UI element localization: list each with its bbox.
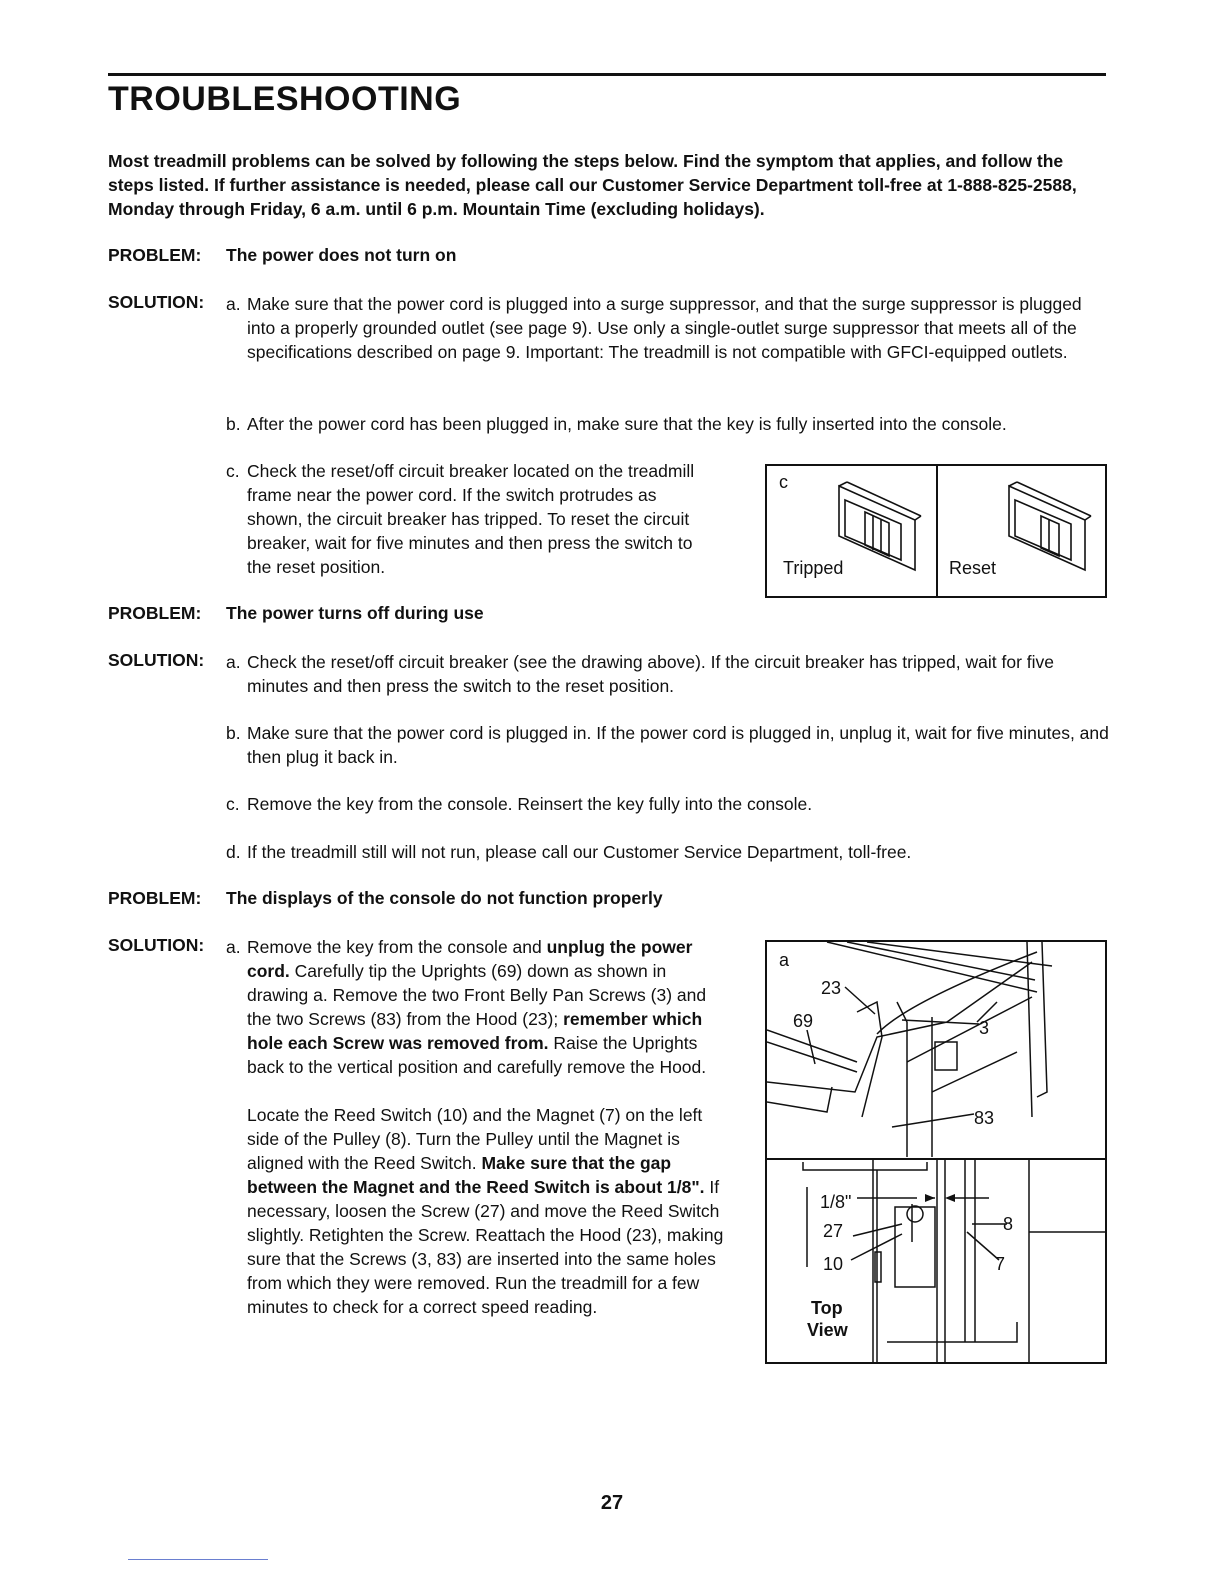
figure-divider xyxy=(936,466,938,596)
item-text: Check the reset/off circuit breaker located on the treadmill frame near the power cord. If the switch protrudes as shown, the circuit breaker has tripped. To reset the circuit breaker, wait for five minutes and then press the switch to the reset position. xyxy=(247,461,695,577)
circuit-breaker-figure xyxy=(765,464,1107,598)
list-item xyxy=(226,935,726,1319)
reed-switch-figure xyxy=(765,940,1107,1364)
problem-label: PROBLEM: xyxy=(108,888,202,908)
list-item xyxy=(226,459,716,579)
callout-27: 27 xyxy=(823,1221,844,1241)
callout-10: 10 xyxy=(823,1254,844,1274)
item-letter: a. xyxy=(226,937,241,957)
callout-8: 8 xyxy=(1003,1214,1014,1234)
callout-83: 83 xyxy=(974,1108,995,1128)
list-item xyxy=(226,840,1106,864)
item-text: After the power cord has been plugged in, make sure that the key is fully inserted into the console. xyxy=(247,414,1007,434)
top-view-label: Top xyxy=(811,1298,843,1318)
item-letter: c. xyxy=(226,794,240,814)
list-item xyxy=(226,721,1116,769)
list-item xyxy=(226,792,1106,816)
problem-label: PROBLEM: xyxy=(108,245,202,265)
callout-3: 3 xyxy=(979,1018,990,1038)
title-rule xyxy=(108,73,1106,76)
item-text: Check the reset/off circuit breaker (see the drawing above). If the circuit breaker has tripped, wait for five minutes and then press the switch to the reset position. xyxy=(247,652,1054,696)
item-text: Make sure that the power cord is plugged in. If the power cord is plugged in, unplug it, wait for five minutes, and then plug it back in. xyxy=(247,723,1109,767)
problem-heading xyxy=(108,245,456,266)
list-item xyxy=(226,412,1106,436)
solution-label: SOLUTION: xyxy=(108,650,205,670)
item-text: Make sure that the power cord is plugged into a surge suppressor, and that the surge suppressor is plugged into a properly grounded outlet (see page 9). Use only a single-outlet surge suppressor that meets all of the specifications described on page 9. Important: The treadmill is not compatible with GFCI-equipped outlets. xyxy=(247,294,1082,362)
item-text: Remove the key from the console. Reinsert the key fully into the console. xyxy=(247,794,813,814)
footer-rule xyxy=(128,1559,268,1560)
reset-label: Reset xyxy=(949,558,997,578)
problem-heading xyxy=(108,888,663,909)
list-item xyxy=(226,292,1106,364)
item-letter: c. xyxy=(226,461,240,481)
page-title: TROUBLESHOOTING xyxy=(108,80,462,118)
item-letter: a. xyxy=(226,294,241,314)
callout-gap: 1/8" xyxy=(820,1192,852,1212)
callout-7: 7 xyxy=(995,1254,1006,1274)
reset-switch-drawing xyxy=(997,478,1097,578)
item-text-paragraph-2: Locate the Reed Switch (10) and the Magnet (7) on the left side of the Pulley (8). Turn the Pulley until the Magnet is aligned with the Reed Switch. Make sure that the gap between the Magnet and the Reed Switch is about 1/8". If necessary, loosen the Screw (27) and move the Reed Switch slightly. Retighten the Screw. Reattach the Hood (23), making sure that the Screws (3, 83) are inserted into the same holes from which they were removed. Run the treadmill for a few minutes to check for a correct speed reading. xyxy=(247,1105,724,1317)
problem-title: The displays of the console do not function properly xyxy=(226,888,663,908)
list-item xyxy=(226,650,1106,698)
problem-label: PROBLEM: xyxy=(108,603,202,623)
figure-letter: c xyxy=(779,472,788,492)
solution-label: SOLUTION: xyxy=(108,935,205,955)
tripped-label: Tripped xyxy=(783,558,844,578)
top-view-label: View xyxy=(807,1320,848,1340)
problem-title: The power turns off during use xyxy=(226,603,484,623)
tripped-switch-drawing xyxy=(827,478,927,578)
item-text-paragraph-1: Remove the key from the console and unplug the power cord. Carefully tip the Uprights (69) down as shown in drawing a. Remove the two Front Belly Pan Screws (3) and the two Screws (83) from the Hood (23); remember which hole each Screw was removed from. Raise the Uprights back to the vertical position and carefully remove the Hood. xyxy=(247,937,707,1077)
problem-title: The power does not turn on xyxy=(226,245,457,265)
problem-heading xyxy=(108,603,484,624)
page-number: 27 xyxy=(600,1492,624,1514)
item-letter: d. xyxy=(226,842,241,862)
item-letter: a. xyxy=(226,652,241,672)
figure-letter: a xyxy=(779,950,790,970)
item-letter: b. xyxy=(226,414,241,434)
solution-label: SOLUTION: xyxy=(108,292,205,312)
item-text: If the treadmill still will not run, please call our Customer Service Department, toll-free. xyxy=(247,842,912,862)
callout-23: 23 xyxy=(821,978,842,998)
callout-69: 69 xyxy=(793,1011,814,1031)
intro-paragraph: Most treadmill problems can be solved by following the steps below. Find the symptom that applies, and follow the steps listed. If further assistance is needed, please call our Customer Service Department toll-free at 1-888-825-2588, Monday through Friday, 6 a.m. until 6 p.m. Mountain Time (excluding holidays). xyxy=(108,151,1077,219)
item-letter: b. xyxy=(226,723,241,743)
